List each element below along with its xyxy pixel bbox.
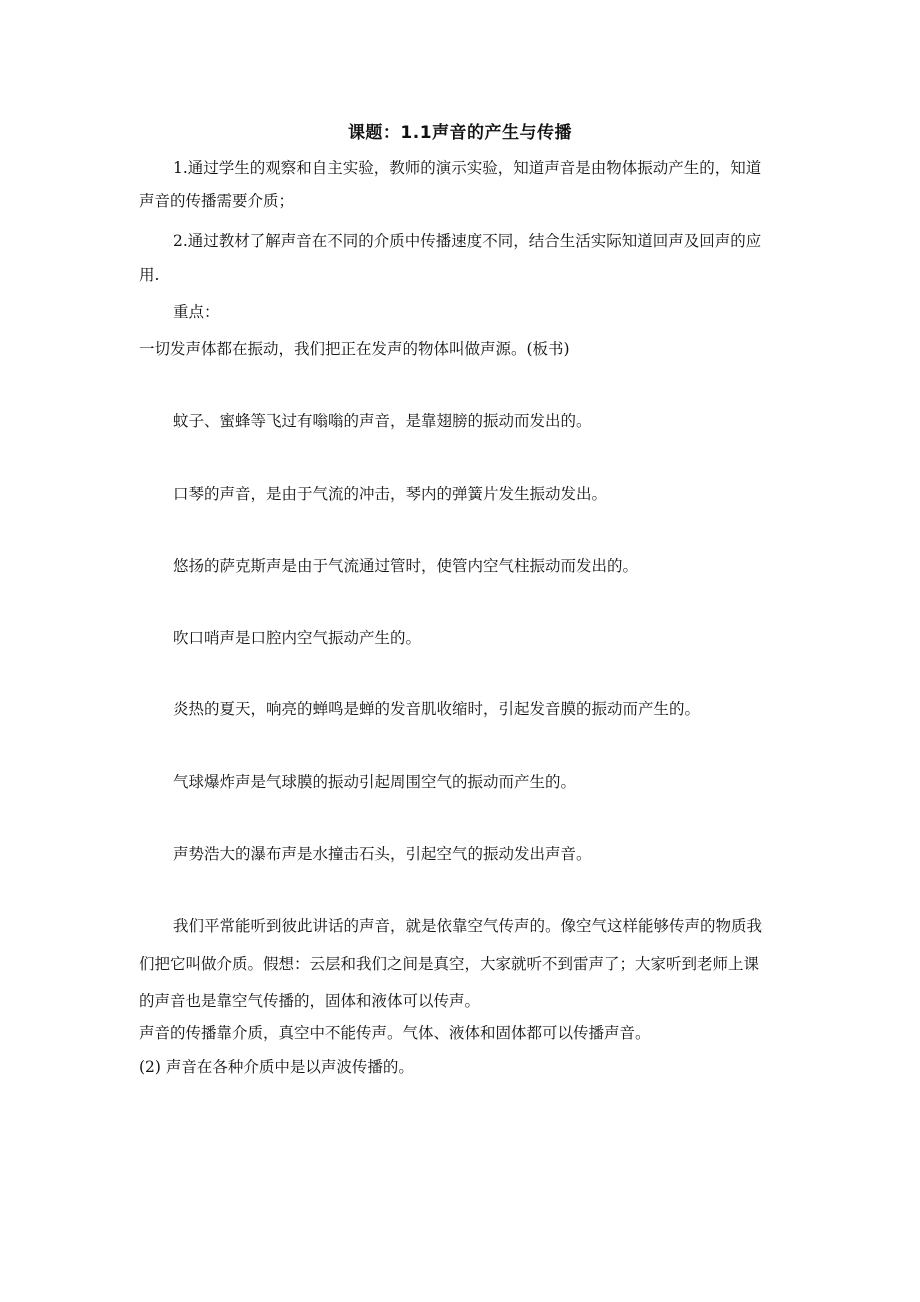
document-title: 课题：1.1声音的产生与传播	[347, 123, 573, 143]
objective-1-line-1: 1.通过学生的观察和自主实验，教师的演示实验，知道声音是由物体振动产生的，知道	[173, 159, 762, 177]
objective-2-line-1: 2.通过教材了解声音在不同的介质中传播速度不同，结合生活实际知道回声及回声的应	[173, 232, 762, 250]
paragraph-cicada: 炎热的夏天，响亮的蝉鸣是蝉的发音肌收缩时，引起发音膜的振动而产生的。	[173, 700, 701, 718]
paragraph-medium-line-1: 我们平常能听到彼此讲话的声音，就是依靠空气传声的。像空气这样能够传声的物质我	[173, 917, 763, 935]
paragraph-sound-source: 一切发声体都在振动，我们把正在发声的物体叫做声源。(板书)	[139, 340, 570, 358]
objective-1-line-2: 声音的传播需要介质；	[139, 192, 295, 210]
paragraph-waterfall: 声势浩大的瀑布声是水撞击石头，引起空气的振动发出声音。	[173, 845, 592, 863]
paragraph-saxophone: 悠扬的萨克斯声是由于气流通过管时，使管内空气柱振动而发出的。	[173, 557, 639, 575]
paragraph-harmonica: 口琴的声音，是由于气流的冲击，琴内的弹簧片发生振动发出。	[173, 485, 608, 503]
paragraph-medium-line-2: 们把它叫做介质。假想：云层和我们之间是真空，大家就听不到雷声了；大家听到老师上课	[139, 955, 760, 973]
paragraph-balloon: 气球爆炸声是气球膜的振动引起周围空气的振动而产生的。	[173, 773, 577, 791]
objective-2-line-2: 用.	[139, 266, 160, 284]
key-points-heading: 重点：	[173, 303, 220, 321]
paragraph-sound-waves: (2) 声音在各种介质中是以声波传播的。	[139, 1058, 414, 1076]
paragraph-whistle: 吹口哨声是口腔内空气振动产生的。	[173, 629, 422, 647]
paragraph-vacuum: 声音的传播靠介质，真空中不能传声。气体、液体和固体都可以传播声音。	[139, 1024, 651, 1042]
paragraph-medium-line-3: 的声音也是靠空气传播的，固体和液体可以传声。	[139, 992, 481, 1010]
paragraph-mosquito: 蚊子、蜜蜂等飞过有嗡嗡的声音，是靠翅膀的振动而发出的。	[173, 412, 592, 430]
